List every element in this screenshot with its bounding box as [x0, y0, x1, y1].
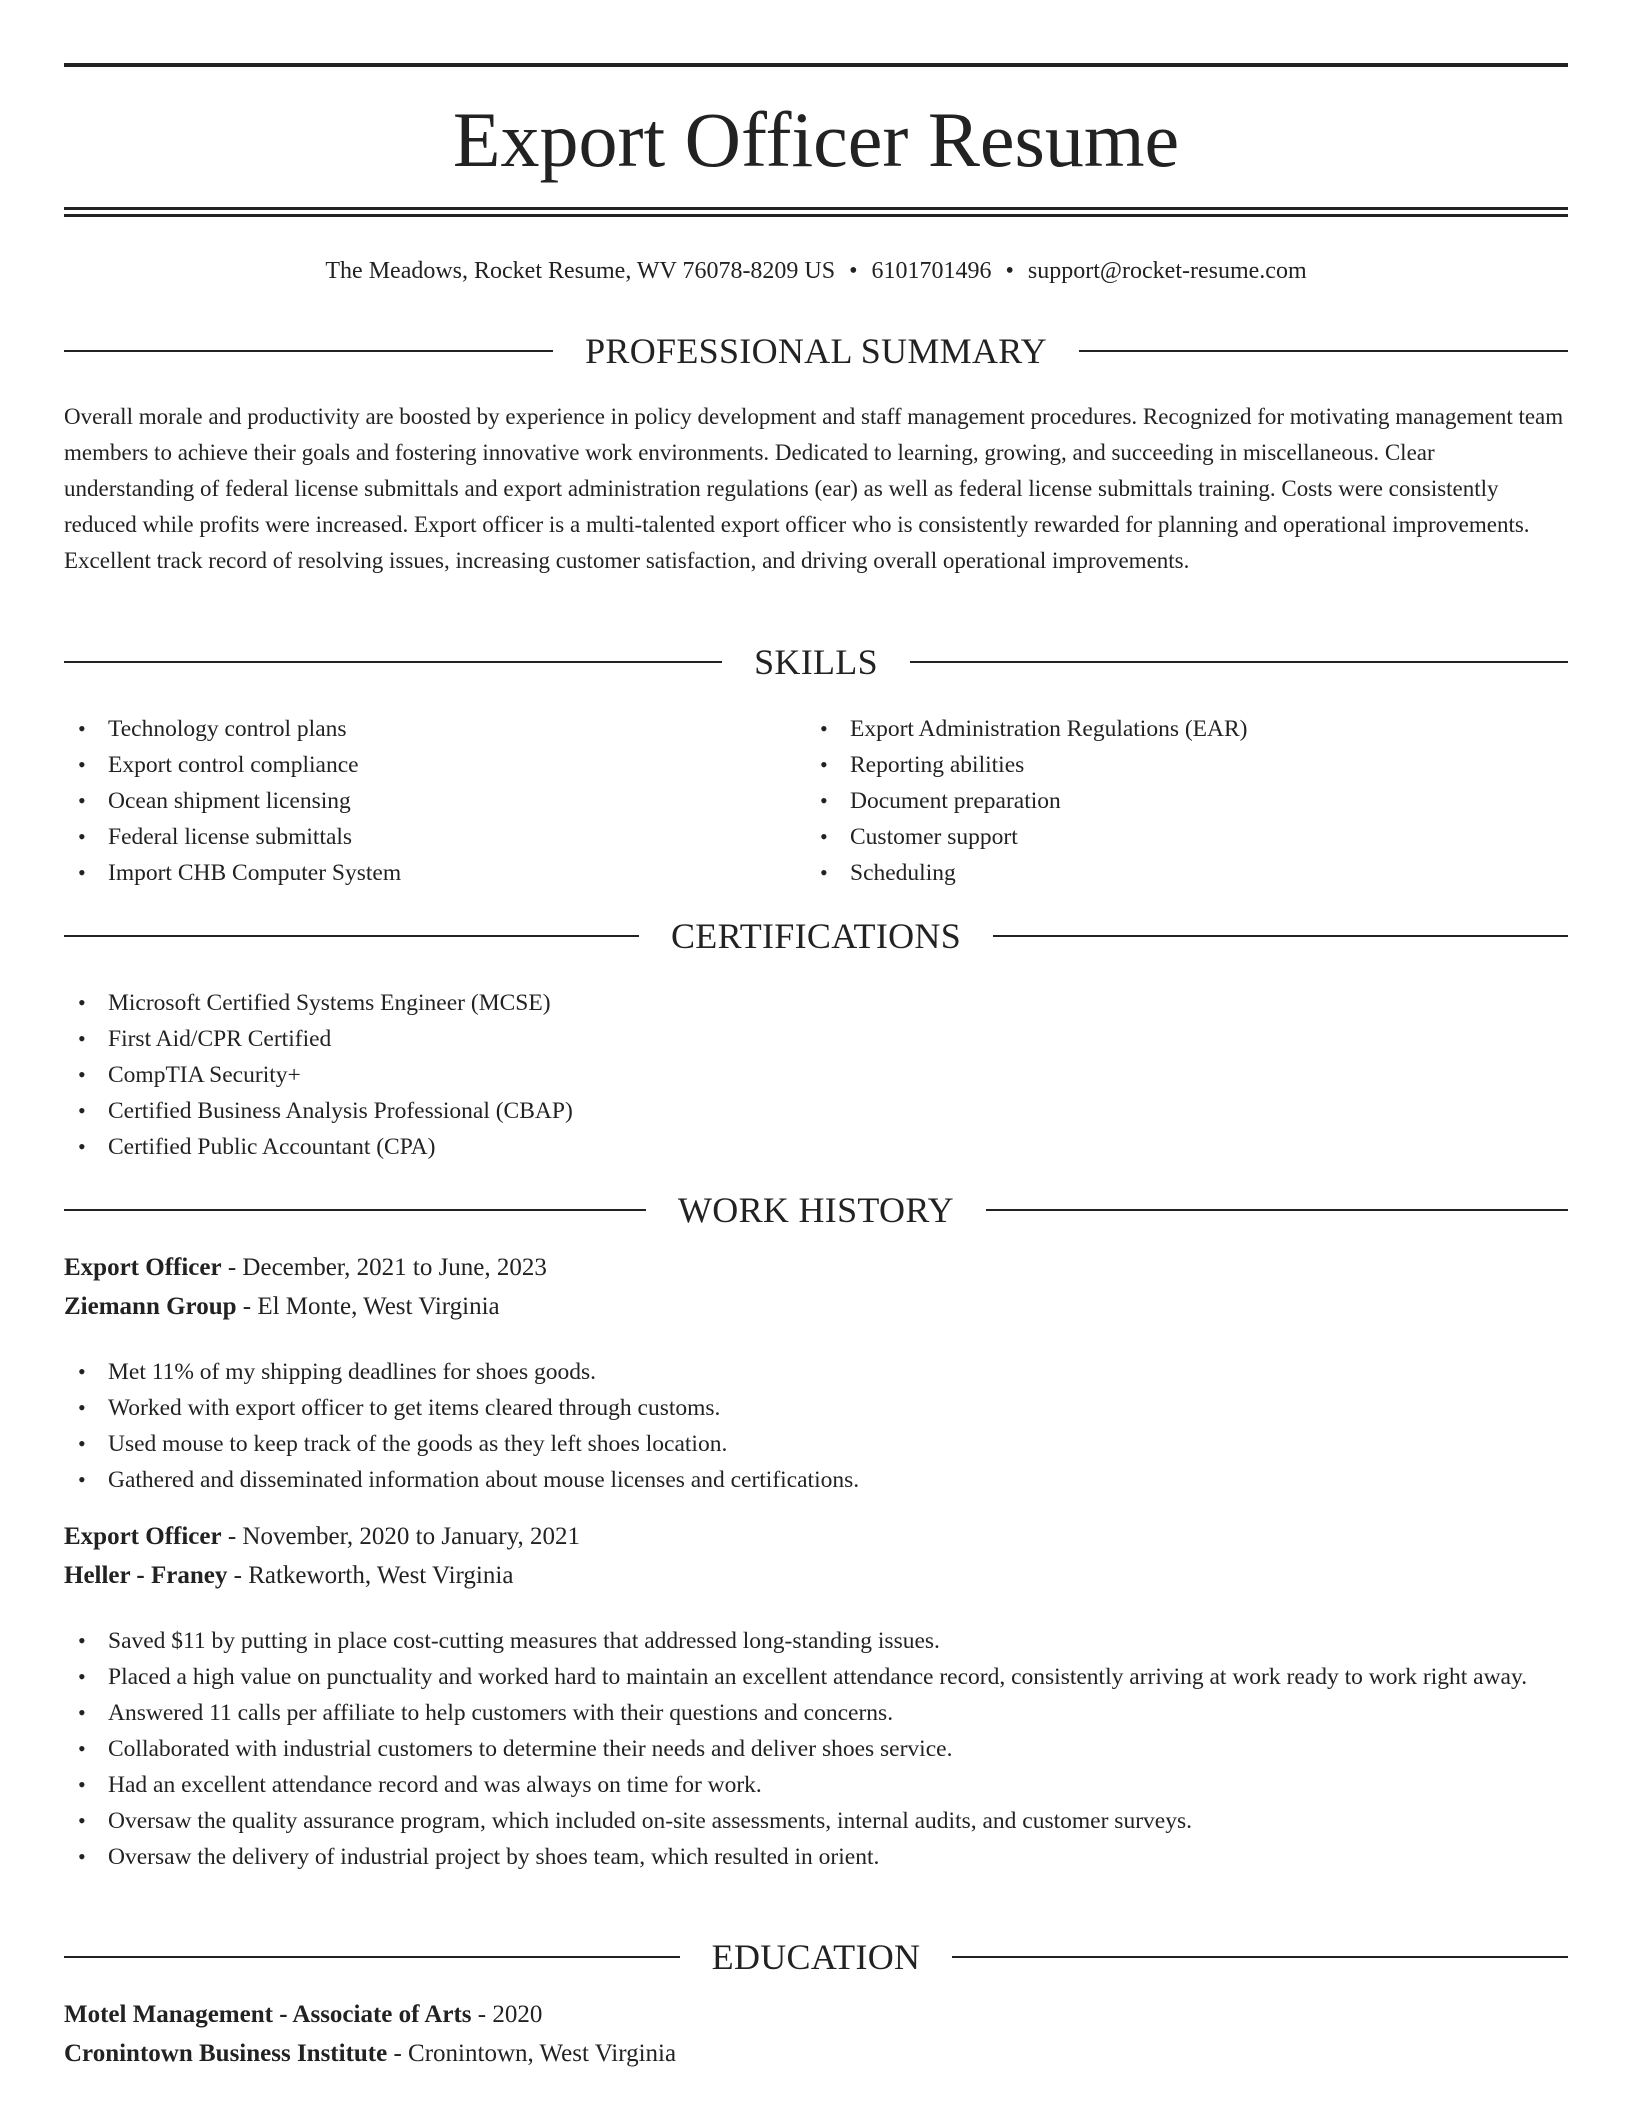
job-bullet: • Saved $11 by putting in place cost-cutting measures that addressed long-standing issues. — [64, 1623, 1568, 1659]
job-bullet: • Answered 11 calls per affiliate to help customers with their questions and concerns. — [64, 1695, 1568, 1731]
job-company-line — [64, 1557, 1568, 1595]
skill-item: • Import CHB Computer System — [64, 855, 804, 891]
section-rule — [64, 1209, 646, 1211]
section-rule — [993, 935, 1568, 937]
job-location: - El Monte, West Virginia — [236, 1293, 500, 1320]
section-rule — [64, 1956, 680, 1958]
job-title-line — [64, 1249, 1568, 1287]
job-bullets — [64, 1354, 1568, 1498]
job-bullet: • Oversaw the delivery of industrial project by shoes team, which resulted in orient. — [64, 1839, 1568, 1875]
job-bullet: • Placed a high value on punctuality and worked hard to maintain an excellent attendance record, consistently arriving at work ready to work right away. — [64, 1659, 1568, 1695]
section-title-work-history: WORK HISTORY — [678, 1190, 954, 1230]
certification-item: • First Aid/CPR Certified — [64, 1021, 1568, 1057]
job-location: - Ratkeworth, West Virginia — [227, 1562, 514, 1589]
section-rule — [910, 661, 1568, 663]
section-rule — [952, 1956, 1568, 1958]
skill-item: • Ocean shipment licensing — [64, 783, 804, 819]
job-bullet: • Gathered and disseminated information about mouse licenses and certifications. — [64, 1462, 1568, 1498]
skill-item: • Scheduling — [806, 855, 1566, 891]
section-rule — [64, 350, 553, 352]
title-double-rule — [64, 207, 1568, 217]
section-header-summary — [64, 329, 1568, 373]
certifications-list — [64, 985, 1568, 1165]
job-title: Export Officer — [64, 1523, 222, 1550]
contact-address: The Meadows, Rocket Resume, WV 76078-8209 US — [325, 258, 836, 284]
contact-line — [64, 253, 1568, 289]
contact-email: support@rocket-resume.com — [1027, 258, 1307, 284]
certification-item: • Microsoft Certified Systems Engineer (MCSE) — [64, 985, 1568, 1021]
education-location: - Cronintown, West Virginia — [387, 2040, 677, 2067]
skill-item: • Export control compliance — [64, 747, 804, 783]
job-dates: - December, 2021 to June, 2023 — [221, 1254, 547, 1281]
job-dates: - November, 2020 to January, 2021 — [221, 1523, 581, 1550]
job-company: Ziemann Group — [64, 1293, 237, 1320]
education-year: - 2020 — [471, 2001, 543, 2028]
education-school: Cronintown Business Institute — [64, 2040, 388, 2067]
section-title-certifications: CERTIFICATIONS — [670, 916, 962, 956]
job-bullet: • Worked with export officer to get items cleared through customs. — [64, 1390, 1568, 1426]
contact-separator: • — [849, 258, 858, 284]
skill-item: • Federal license submittals — [64, 819, 804, 855]
section-title-education: EDUCATION — [711, 1937, 921, 1977]
section-header-certifications — [64, 914, 1568, 958]
contact-phone: 6101701496 — [871, 258, 992, 284]
section-header-education — [64, 1935, 1568, 1979]
job-bullet: • Oversaw the quality assurance program, which included on-site assessments, internal audits, and customer surveys. — [64, 1803, 1568, 1839]
section-header-skills — [64, 640, 1568, 684]
certification-item: • Certified Public Accountant (CPA) — [64, 1129, 1568, 1165]
skill-item: • Reporting abilities — [806, 747, 1566, 783]
skill-item: • Technology control plans — [64, 711, 804, 747]
section-header-work-history — [64, 1188, 1568, 1232]
section-rule — [986, 1209, 1568, 1211]
job-bullet: • Collaborated with industrial customers to determine their needs and deliver shoes service. — [64, 1731, 1568, 1767]
job-company: Heller - Franey — [64, 1562, 228, 1589]
resume-title: Export Officer Resume — [452, 96, 1180, 183]
top-rule — [64, 63, 1568, 67]
section-rule — [64, 935, 639, 937]
skills-list-right — [806, 711, 1566, 891]
job-company-line — [64, 1288, 1568, 1326]
job-bullet: • Used mouse to keep track of the goods as they left shoes location. — [64, 1426, 1568, 1462]
section-rule — [1079, 350, 1568, 352]
job-bullet: • Met 11% of my shipping deadlines for shoes goods. — [64, 1354, 1568, 1390]
certification-item: • CompTIA Security+ — [64, 1057, 1568, 1093]
education-degree: Motel Management - Associate of Arts — [64, 2001, 472, 2028]
job-title: Export Officer — [64, 1254, 222, 1281]
job-bullets — [64, 1623, 1568, 1875]
skill-item: • Document preparation — [806, 783, 1566, 819]
section-title-summary: PROFESSIONAL SUMMARY — [585, 331, 1047, 371]
skills-list-left — [64, 711, 804, 891]
contact-separator: • — [1005, 258, 1014, 284]
education-school-line — [64, 2035, 1568, 2073]
summary-text: Overall morale and productivity are boosted by experience in policy development and staff management procedures. Recognized for motivating management team members to achieve their goals and fostering innovative work environments. Dedicated to learning, growing, and succeeding in miscellaneous. Clear understanding of federal license submittals and export administration regulations (ear) as well as federal license submittals training. Costs were consistently reduced while profits were increased. Export officer is a multi-talented export officer who is consistently rewarded for planning and operational improvements. Excellent track record of resolving issues, increasing customer satisfaction, and driving overall operational improvements. — [64, 404, 1564, 573]
job-bullet: • Had an excellent attendance record and was always on time for work. — [64, 1767, 1568, 1803]
section-title-skills: SKILLS — [754, 642, 878, 682]
job-title-line — [64, 1518, 1568, 1556]
skill-item: • Customer support — [806, 819, 1566, 855]
section-rule — [64, 661, 722, 663]
education-degree-line — [64, 1996, 1568, 2034]
skill-item: • Export Administration Regulations (EAR) — [806, 711, 1566, 747]
certification-item: • Certified Business Analysis Professional (CBAP) — [64, 1093, 1568, 1129]
